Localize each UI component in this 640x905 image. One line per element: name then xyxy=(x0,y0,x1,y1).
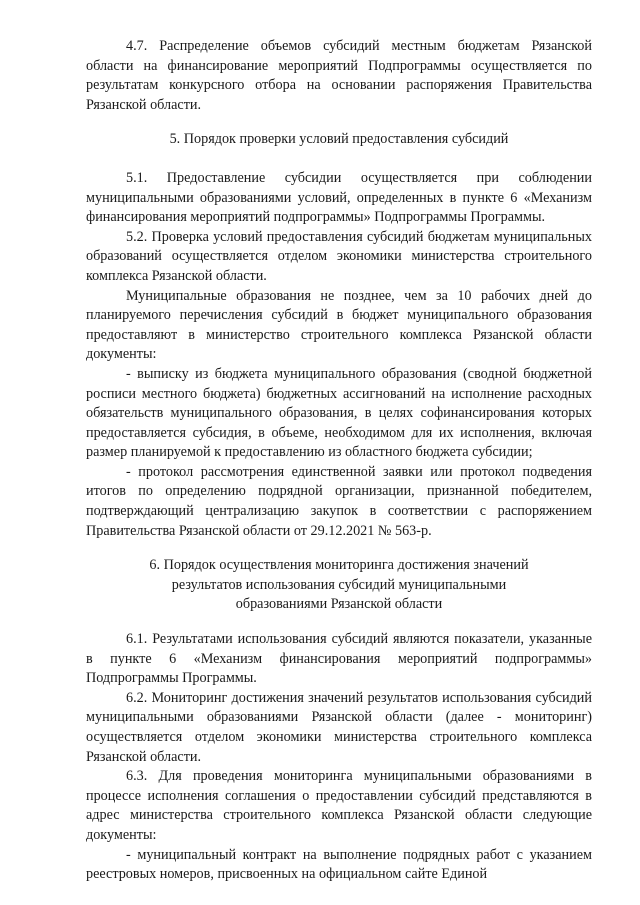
paragraph-5-2: 5.2. Проверка условий предоставления субсидий бюджетам муниципальных образований осуществляется отделом экономики министерства строительного комплекса Рязанской области. xyxy=(86,228,592,284)
document-body xyxy=(86,37,592,885)
paragraph-5-documents: Муниципальные образования не позднее, чем за 10 рабочих дней до планируемого перечисления субсидий в бюджет муниципального образования предоставляют в министерство строительного комплекса Рязанской области документы: xyxy=(86,287,592,363)
paragraph-6-3: 6.3. Для проведения мониторинга муниципальными образованиями в процессе исполнения соглашения о предоставлении субсидий представляются в адрес министерства строительного комплекса Рязанской области следующие документы: xyxy=(86,768,592,843)
list-item-municipal-contract: - муниципальный контракт на выполнение подрядных работ с указанием реестровых номеров, присвоенных на официальном сайте Единой xyxy=(86,846,592,883)
list-item-budget-extract: - выписку из бюджета муниципального образования (сводной бюджетной росписи местного бюджета) бюджетных ассигнований на исполнение расходных обязательств муниципального образования, в целях софинансирования которых предоставляется субсидия, в объеме, необходимом для их исполнения, включая размер планируемой к предоставлению из областного бюджета субсидии; xyxy=(86,365,592,461)
section-6-heading-line-3: образованиями Рязанской области xyxy=(235,596,443,613)
section-6-heading xyxy=(86,556,592,615)
paragraph-6-1: 6.1. Результатами использования субсидий являются показатели, указанные в пункте 6 «Механизм финансирования мероприятий подпрограммы» Подпрограммы Программы. xyxy=(86,631,592,687)
section-6-heading-line-2: результатов использования субсидий муниципальными xyxy=(171,576,507,593)
section-6-heading-line-1: 6. Порядок осуществления мониторинга достижения значений xyxy=(149,557,529,574)
section-5-heading: 5. Порядок проверки условий предоставления субсидий xyxy=(169,131,509,148)
list-item-protocol: - протокол рассмотрения единственной заявки или протокол подведения итогов по определению подрядной организации, признанной победителем, подтверждающий централизацию закупок в соответствии с распоряжением Правительства Рязанской области от 29.12.2021 № 563-р. xyxy=(86,463,592,539)
paragraph-6-2: 6.2. Мониторинг достижения значений результатов использования субсидий муниципальными образованиями Рязанской области (далее - мониторинг) осуществляется отделом экономики министерства строительного комплекса Рязанской области. xyxy=(86,689,592,765)
paragraph-4-7: 4.7. Распределение объемов субсидий местным бюджетам Рязанской области на финансирование мероприятий Подпрограммы осуществляется по результатам конкурсного отбора на основании распоряжения Правительства Рязанской области. xyxy=(86,38,592,113)
paragraph-5-1: 5.1. Предоставление субсидии осуществляется при соблюдении муниципальными образованиями условий, определенных в пункте 6 «Механизм финансирования мероприятий подпрограммы» Подпрограммы Программы. xyxy=(86,169,592,226)
